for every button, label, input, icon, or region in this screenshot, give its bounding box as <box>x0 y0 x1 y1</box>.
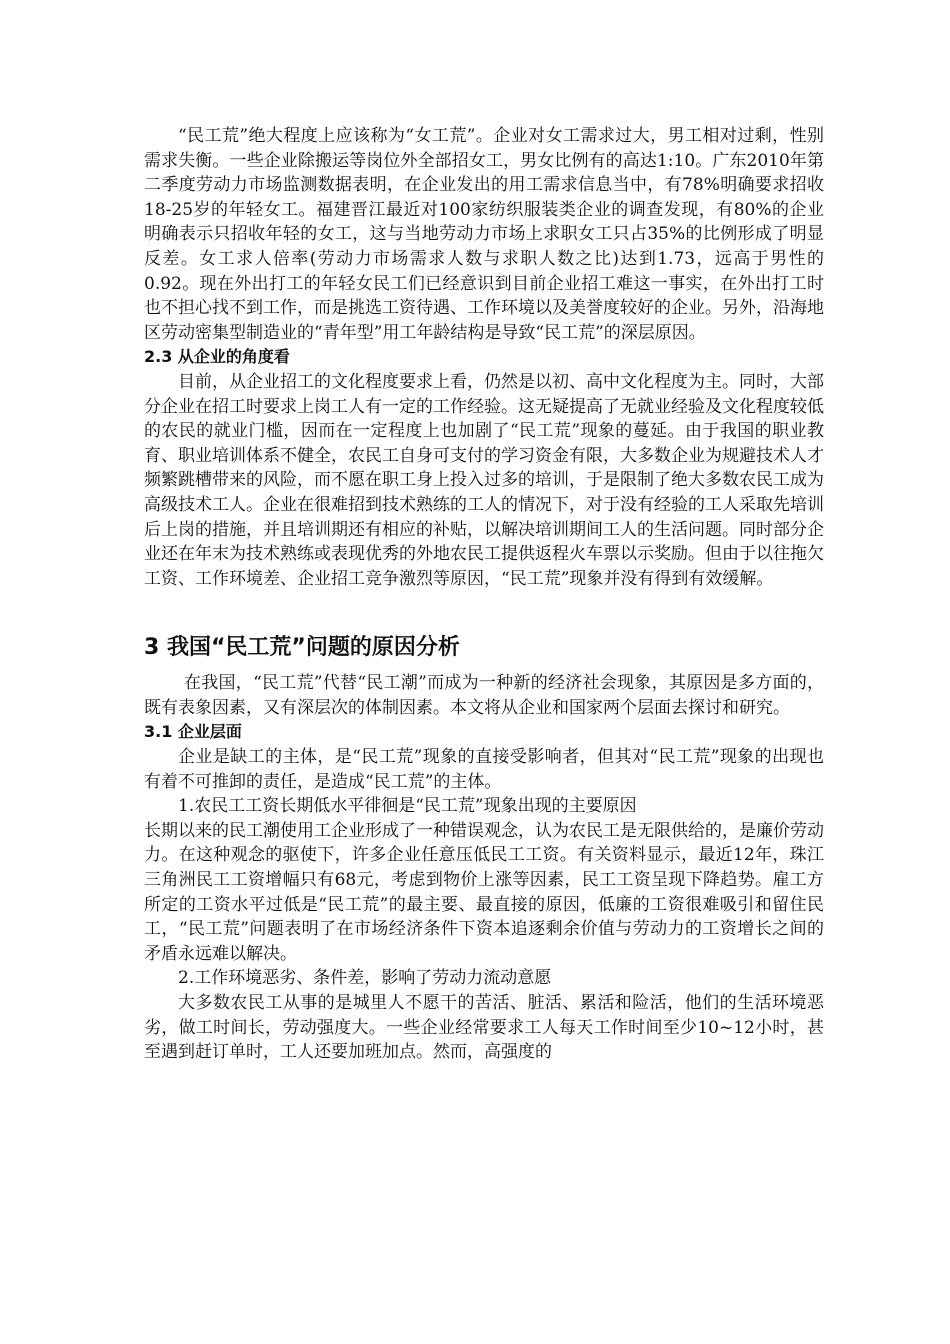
body-paragraph: 长期以来的民工潮使用工企业形成了一种错误观念，认为农民工是无限供给的，是廉价劳动力。在这种观念的驱使下，许多企业任意压低民工工资。有关资料显示，最近12年，珠江三角洲民工工资增幅只有68元，考虑到物价上涨等因素，民工工资呈现下降趋势。雇工方所定的工资水平过低是“民工荒”的最主要、最直接的原因，低廉的工资很难吸引和留住民工，“民工荒”问题表明了在市场经济条件下资本追逐剩余价值与劳动力的工资增长之间的矛盾永远难以解决。 <box>144 820 824 964</box>
body-paragraph: 企业是缺工的主体，是“民工荒”现象的直接受影响者，但其对“民工荒”现象的出现也有着不可推卸的责任，是造成“民工荒”的主体。 <box>144 747 824 792</box>
document-page <box>144 124 824 1065</box>
body-paragraph: 目前，从企业招工的文化程度要求上看，仍然是以初、高中文化程度为主。同时，大部分企业在招工时要求上岗工人有一定的工作经验。这无疑提高了无就业经验及文化程度较低的农民的就业门槛，因而在一定程度上也加剧了“民工荒”现象的蔓延。由于我国的职业教育、职业培训体系不健全，农民工自身可支付的学习资金有限，大多数企业为规避技术人才频繁跳槽带来的风险，而不愿在职工身上投入过多的培训，于是限制了绝大多数农民工成为高级技术工人。企业在很难招到技术熟练的工人的情况下，对于没有经验的工人采取先培训后上岗的措施，并且培训期还有相应的补贴，以解决培训期间工人的生活问题。同时部分企业还在年末为技术熟练或表现优秀的外地农民工提供返程火车票以示奖励。但由于以往拖欠工资、工作环境差、企业招工竞争激烈等原因，“民工荒”现象并没有得到有效缓解。 <box>144 371 824 589</box>
body-paragraph: 大多数农民工从事的是城里人不愿干的苦活、脏活、累活和险活，他们的生活环境恶劣，做工时间长，劳动强度大。一些企业经常要求工人每天工作时间至少10~12小时，甚至遇到赶订单时，工人还要加班加点。然而，高强度的 <box>144 993 824 1063</box>
chapter-heading: 3 我国“民工荒”问题的原因分析 <box>144 635 460 661</box>
body-paragraph: “民工荒”绝大程度上应该称为“女工荒”。企业对女工需求过大，男工相对过剩，性别需求失衡。一些企业除搬运等岗位外全部招女工，男女比例有的高达1:10。广东2010年第二季度劳动力市场监测数据表明，在企业发出的用工需求信息当中，有78%明确要求招收18-25岁的年轻女工。福建晋江最近对100家纺织服装类企业的调查发现，有80%的企业明确表示只招收年轻的女工，这与当地劳动力市场上求职女工只占35%的比例形成了明显反差。女工求人倍率(劳动力市场需求人数与求职人数之比)达到1.73，远高于男性的0.92。现在外出打工的年轻女民工们已经意识到目前企业招工难这一事实，在外出打工时也不担心找不到工作，而是挑选工资待遇、工作环境以及美誉度较好的企业。另外，沿海地区劳动密集型制造业的“青年型”用工年龄结构是导致“民工荒”的深层原因。 <box>144 126 824 343</box>
body-paragraph: 在我国，“民工荒”代替“民工潮”而成为一种新的经济社会现象，其原因是多方面的，既有表象因素，又有深层次的体制因素。本文将从企业和国家两个层面去探讨和研究。 <box>144 673 824 718</box>
list-item-title: 1.农民工工资长期低水平徘徊是“民工荒”现象出现的主要原因 <box>178 796 637 817</box>
list-item-title: 2.工作环境恶劣、条件差，影响了劳动力流动意愿 <box>178 968 552 989</box>
section-heading: 3.1 企业层面 <box>144 722 242 742</box>
section-heading: 2.3 从企业的角度看 <box>144 347 290 367</box>
